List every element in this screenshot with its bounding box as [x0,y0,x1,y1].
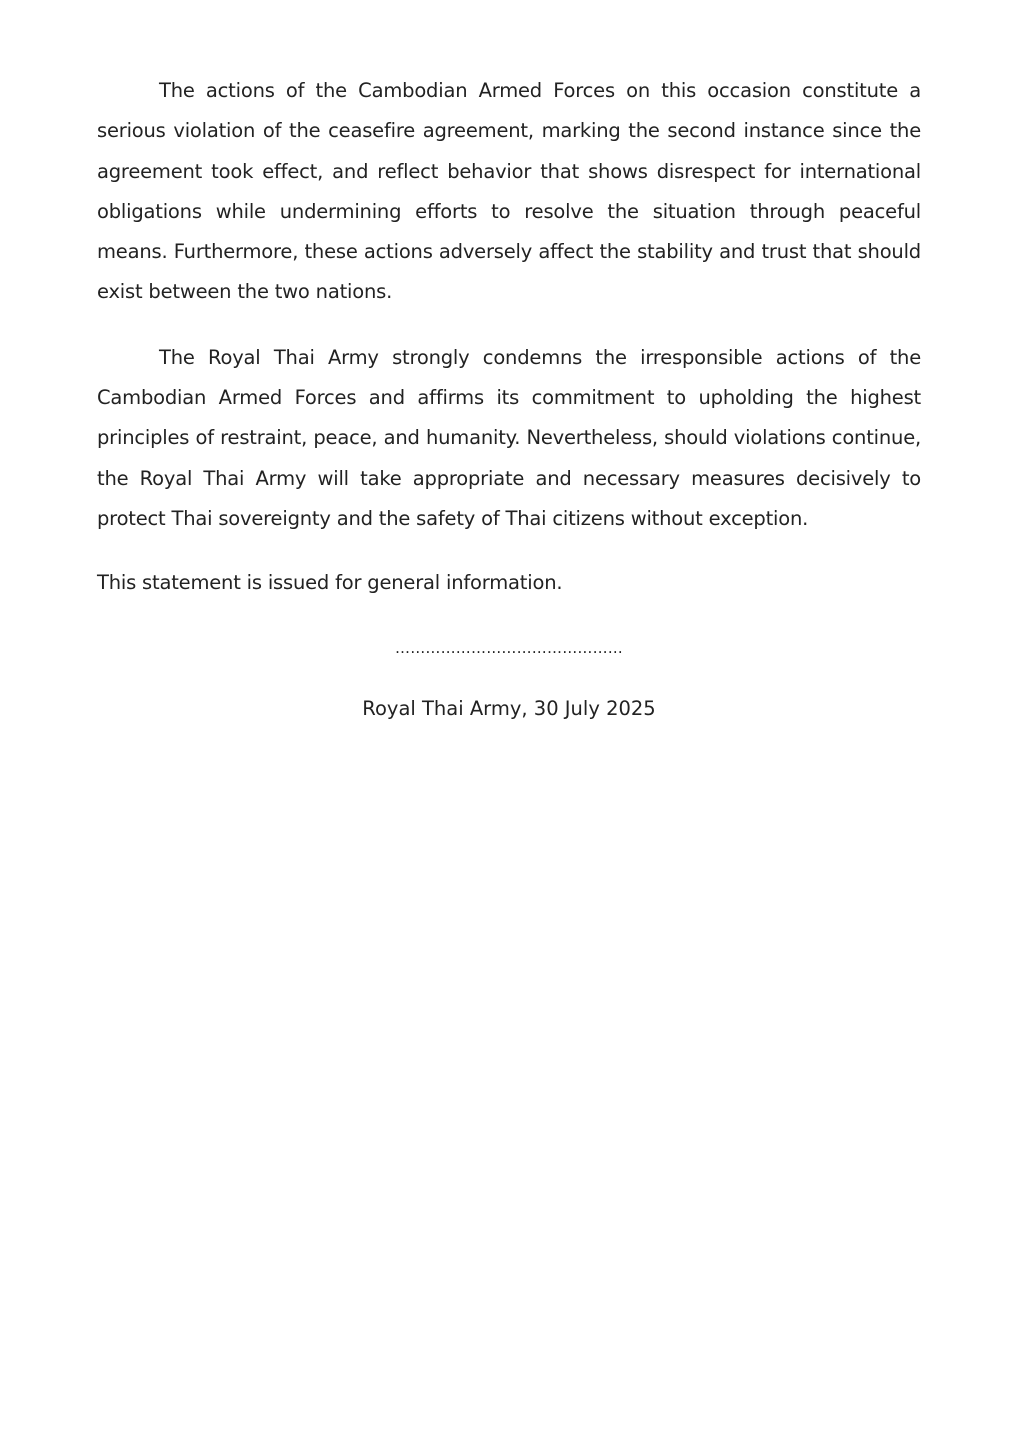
statement-paragraph-violation: The actions of the Cambodian Armed Forces on this occasion constitute a serious violation of the ceasefire agreement, marking the second instance since the agreement took effect, and reflect behavior that shows disrespect for international obligations while undermining efforts to resolve the situation through peaceful means. Furthermore, these actions adversely affect the stability and trust that should exist between the two nations. [97,79,921,304]
closing-note: This statement is issued for general information. [97,571,563,595]
issuer-signature-line: Royal Thai Army, 30 July 2025 [362,696,656,720]
dotted-separator: ……………………………………… [395,638,623,657]
document-page [97,71,921,729]
statement-paragraph-condemnation: The Royal Thai Army strongly condemns the irresponsible actions of the Cambodian Armed Forces and affirms its commitment to upholding the highest principles of restraint, peace, and humanity. Nevertheless, should violations continue, the Royal Thai Army will take appropriate and necessary measures decisively to protect Thai sovereignty and the safety of Thai citizens without exception. [97,345,921,530]
